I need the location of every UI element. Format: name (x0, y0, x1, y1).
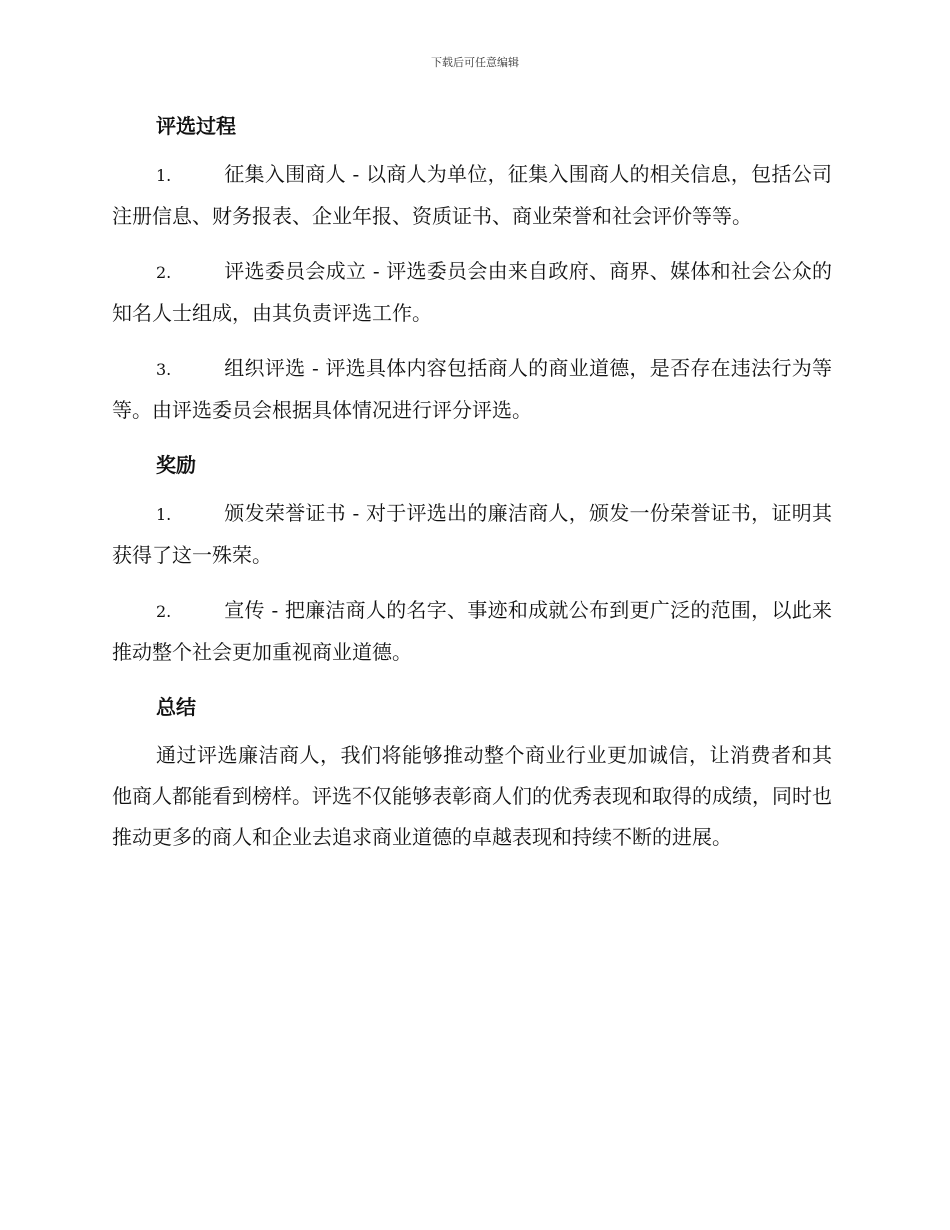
section-heading: 奖励 (156, 453, 196, 477)
list-item-number: 3. (156, 360, 172, 379)
section-heading: 总结 (156, 695, 196, 719)
list-item-text: 征集入围商人 - 以商人为单位，征集入围商人的相关信息，包括公司注册信息、财务报表、企业年报、资质证书、商业荣誉和社会评价等等。 (112, 162, 832, 228)
section-heading: 评选过程 (156, 114, 236, 138)
list-item-text: 组织评选 - 评选具体内容包括商人的商业道德，是否存在违法行为等等。由评选委员会根据具体情况进行评分评选。 (112, 356, 832, 422)
section-selection-process (112, 106, 832, 431)
list-item-number: 1. (156, 505, 172, 524)
section-summary (112, 687, 832, 858)
list-item-number: 1. (156, 166, 172, 185)
list-item (112, 251, 832, 334)
document-body (112, 106, 832, 858)
list-item (112, 590, 832, 673)
summary-paragraph: 通过评选廉洁商人，我们将能够推动整个商业行业更加诚信，让消费者和其他商人都能看到榜样。评选不仅能够表彰商人们的优秀表现和取得的成绩，同时也推动更多的商人和企业去追求商业道德的卓越表现和持续不断的进展。 (112, 743, 832, 849)
list-item-number: 2. (156, 263, 172, 282)
list-item-text: 宣传 - 把廉洁商人的名字、事迹和成就公布到更广泛的范围，以此来推动整个社会更加重视商业道德。 (112, 598, 832, 664)
list-item (112, 493, 832, 576)
list-item-number: 2. (156, 602, 172, 621)
list-item (112, 348, 832, 431)
page-header-note: 下载后可任意编辑 (431, 56, 519, 69)
section-rewards (112, 445, 832, 673)
list-item-text: 颁发荣誉证书 - 对于评选出的廉洁商人，颁发一份荣誉证书，证明其获得了这一殊荣。 (112, 501, 832, 567)
list-item (112, 154, 832, 237)
list-item-text: 评选委员会成立 - 评选委员会由来自政府、商界、媒体和社会公众的知名人士组成，由其负责评选工作。 (112, 259, 832, 325)
